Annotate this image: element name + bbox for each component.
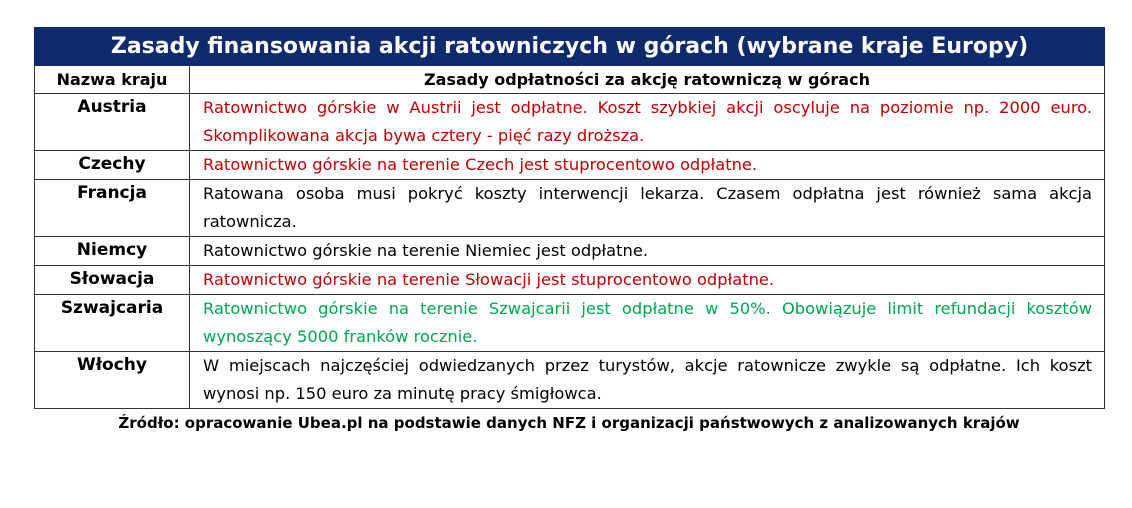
table-row	[35, 266, 1105, 295]
country-cell: Niemcy	[35, 237, 190, 266]
country-cell: Francja	[35, 180, 190, 237]
table-title-row	[35, 28, 1105, 66]
country-cell: Czechy	[35, 151, 190, 180]
rules-cell: Ratownictwo górskie na terenie Słowacji jest stuprocentowo odpłatne.	[190, 266, 1105, 295]
header-rules: Zasady odpłatności za akcję ratowniczą w górach	[190, 66, 1105, 94]
table-row	[35, 237, 1105, 266]
table-header-row	[35, 66, 1105, 94]
rescue-financing-table	[34, 27, 1105, 409]
country-cell: Włochy	[35, 352, 190, 409]
table-title: Zasady finansowania akcji ratowniczych w górach (wybrane kraje Europy)	[35, 28, 1105, 66]
rules-cell: W miejscach najczęściej odwiedzanych przez turystów, akcje ratownicze zwykle są odpłatne. Ich koszt wynosi np. 150 euro za minutę pracy śmigłowca.	[190, 352, 1105, 409]
source-note: Źródło: opracowanie Ubea.pl na podstawie danych NFZ i organizacji państwowych z analizowanych krajów	[118, 414, 1020, 432]
table-row	[35, 94, 1105, 151]
rules-cell: Ratowana osoba musi pokryć koszty interwencji lekarza. Czasem odpłatna jest również sama akcja ratownicza.	[190, 180, 1105, 237]
rules-cell: Ratownictwo górskie na terenie Niemiec jest odpłatne.	[190, 237, 1105, 266]
rules-cell: Ratownictwo górskie na terenie Szwajcarii jest odpłatne w 50%. Obowiązuje limit refundacji kosztów wynoszący 5000 franków rocznie.	[190, 295, 1105, 352]
header-country: Nazwa kraju	[35, 66, 190, 94]
table-row	[35, 295, 1105, 352]
country-cell: Austria	[35, 94, 190, 151]
table-row	[35, 151, 1105, 180]
country-cell: Słowacja	[35, 266, 190, 295]
table-row	[35, 180, 1105, 237]
rules-cell: Ratownictwo górskie na terenie Czech jest stuprocentowo odpłatne.	[190, 151, 1105, 180]
rescue-financing-document	[34, 27, 1104, 432]
rules-cell: Ratownictwo górskie w Austrii jest odpłatne. Koszt szybkiej akcji oscyluje na poziomie np. 2000 euro. Skomplikowana akcja bywa cztery - pięć razy droższa.	[190, 94, 1105, 151]
country-cell: Szwajcaria	[35, 295, 190, 352]
table-row	[35, 352, 1105, 409]
